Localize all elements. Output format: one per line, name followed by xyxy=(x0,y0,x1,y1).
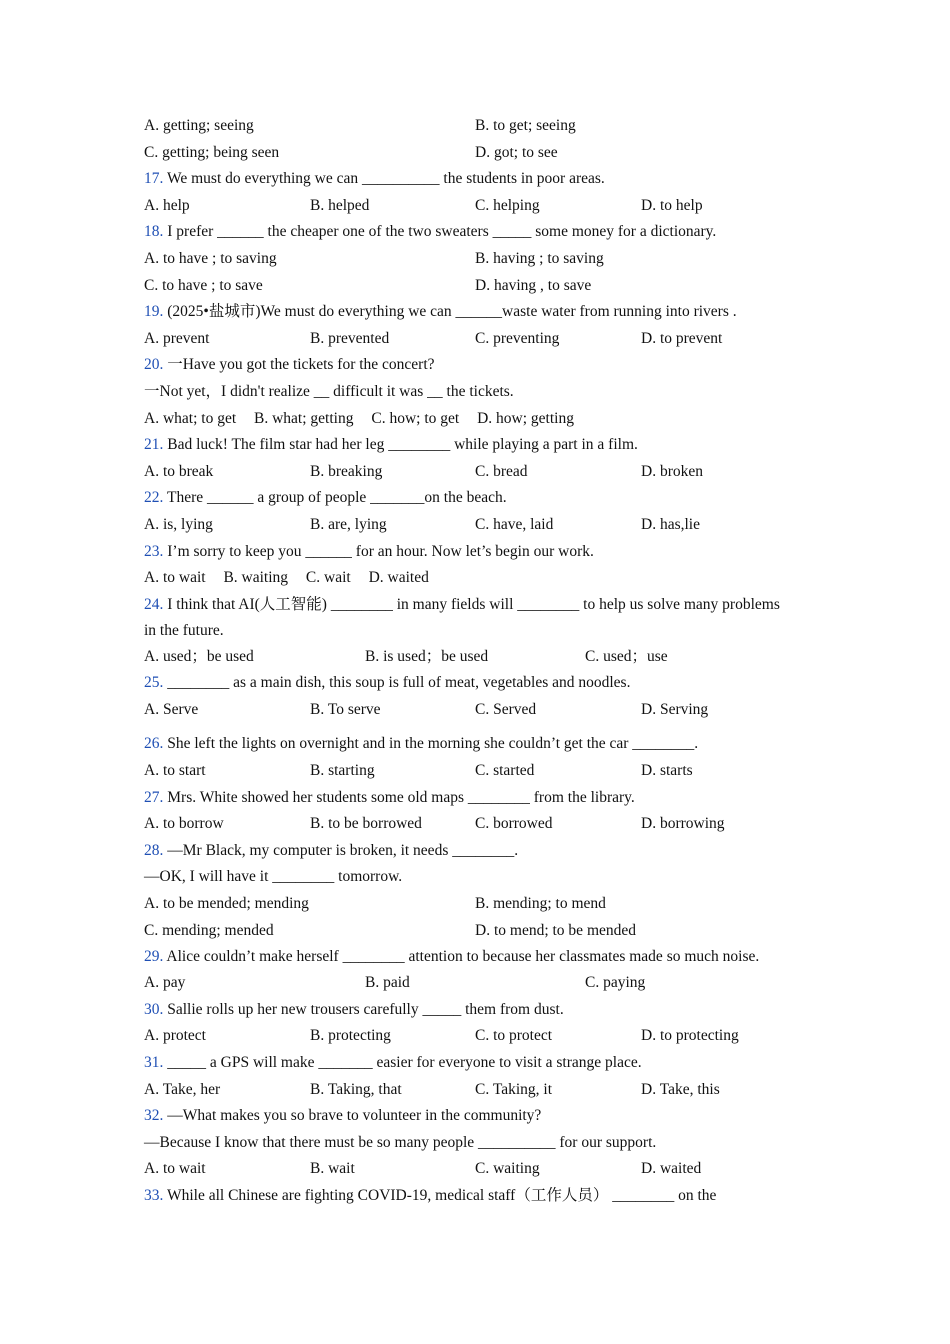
option-a: A. Serve xyxy=(144,700,199,718)
options-row xyxy=(144,891,794,918)
question-number: 30. xyxy=(144,1000,164,1018)
option-a: A. prevent xyxy=(144,329,210,347)
question-stem: 18. I prefer ______ the cheaper one of the two sweaters _____ some money for a dictionary. xyxy=(144,223,717,241)
option-b: B. is used；be used xyxy=(365,647,489,665)
question-number: 23. xyxy=(144,542,164,560)
option-b: B. helped xyxy=(310,196,370,214)
question-number: 32. xyxy=(144,1107,164,1125)
question-number: 28. xyxy=(144,841,164,859)
question-number: 18. xyxy=(144,223,164,241)
option-b: B. starting xyxy=(310,762,375,780)
option-a: A. used；be used xyxy=(144,647,254,665)
question-list xyxy=(144,113,794,1210)
option-d: D. Take, this xyxy=(641,1080,720,1098)
options-row xyxy=(144,918,794,945)
question-stem: 24. I think that AI(人工智能) ________ in many fields will ________ to help us solve many problems in the future. xyxy=(144,595,780,639)
option-c: C. how; to get xyxy=(371,409,460,427)
question-stem: 22. There ______ a group of people _______on the beach. xyxy=(144,489,507,507)
option-a: A. is, lying xyxy=(144,515,213,533)
option-d: D. got; to see xyxy=(475,143,558,161)
options-row xyxy=(144,326,794,353)
option-b: B. having ; to saving xyxy=(475,249,604,267)
option-d: D. to prevent xyxy=(641,329,723,347)
option-a: A. Take, her xyxy=(144,1080,221,1098)
question-stem: 32. —What makes you so brave to volunteer in the community? xyxy=(144,1107,542,1125)
option-d: D. waited xyxy=(641,1160,702,1178)
option-b: B. what; getting xyxy=(254,409,354,427)
options-row xyxy=(144,273,794,300)
question-stem: 20. 一Have you got the tickets for the concert? xyxy=(144,356,435,374)
options-row xyxy=(144,113,794,140)
option-c: C. bread xyxy=(475,462,528,480)
option-a: A. getting; seeing xyxy=(144,117,254,134)
option-d: D. waited xyxy=(368,569,429,587)
options-row xyxy=(144,1023,794,1050)
question-stem: 33. While all Chinese are fighting COVID-19, medical staff（工作人员） ________ on the xyxy=(144,1186,717,1204)
options-row-inline xyxy=(144,565,794,592)
option-a: A. what; to get xyxy=(144,409,237,427)
option-b: B. prevented xyxy=(310,329,390,347)
question-stem: 28. —Mr Black, my computer is broken, it needs ________. xyxy=(144,841,519,859)
option-d: D. how; getting xyxy=(477,409,574,427)
question-stem: 27. Mrs. White showed her students some old maps ________ from the library. xyxy=(144,788,635,806)
dialogue-line: 一Not yet，I didn't realize __ difficult it was __ the tickets. xyxy=(144,382,514,400)
option-c: C. Taking, it xyxy=(475,1080,553,1098)
option-c: C. getting; being seen xyxy=(144,143,280,161)
question-number: 20. xyxy=(144,356,164,374)
question-stem: 26. She left the lights on overnight and in the morning she couldn’t get the car ________. xyxy=(144,735,699,753)
option-c: C. borrowed xyxy=(475,815,553,833)
options-row xyxy=(144,697,794,724)
option-a: A. to break xyxy=(144,462,214,480)
options-row xyxy=(144,644,794,671)
option-c: C. used；use xyxy=(585,647,668,665)
dialogue-line: —Because I know that there must be so many people __________ for our support. xyxy=(144,1133,657,1151)
option-b: B. paid xyxy=(365,974,410,992)
question-number: 17. xyxy=(144,170,164,188)
option-b: B. mending; to mend xyxy=(475,895,606,913)
question-stem: 19. (2025•盐城市)We must do everything we can ______waste water from running into rivers . xyxy=(144,303,737,321)
question-number: 31. xyxy=(144,1054,164,1071)
option-a: A. to borrow xyxy=(144,815,224,833)
option-d: D. having , to save xyxy=(475,276,592,294)
option-b: B. Taking, that xyxy=(310,1080,402,1098)
question-stem: 21. Bad luck! The film star had her leg ________ while playing a part in a film. xyxy=(144,436,638,454)
option-c: C. Served xyxy=(475,700,537,718)
option-b: B. are, lying xyxy=(310,515,387,533)
options-row xyxy=(144,758,794,785)
option-c: C. to protect xyxy=(475,1027,553,1045)
option-d: D. to protecting xyxy=(641,1027,739,1045)
options-row xyxy=(144,1156,794,1183)
option-d: D. starts xyxy=(641,762,693,780)
options-row xyxy=(144,970,794,997)
option-c: C. helping xyxy=(475,196,540,214)
dialogue-line: —OK, I will have it ________ tomorrow. xyxy=(144,868,403,886)
question-stem: 31. _____ a GPS will make _______ easier for everyone to visit a strange place. xyxy=(144,1054,642,1071)
option-c: C. waiting xyxy=(475,1160,540,1178)
options-row xyxy=(144,1077,794,1104)
option-d: D. borrowing xyxy=(641,815,725,833)
option-b: B. to get; seeing xyxy=(475,117,576,134)
question-number: 21. xyxy=(144,436,164,454)
option-c: C. wait xyxy=(305,569,351,587)
options-row xyxy=(144,811,794,838)
question-number: 25. xyxy=(144,674,164,692)
option-c: C. preventing xyxy=(475,329,560,347)
option-d: D. to help xyxy=(641,196,703,214)
question-stem: 17. We must do everything we can __________ the students in poor areas. xyxy=(144,170,605,188)
options-row xyxy=(144,246,794,273)
options-row xyxy=(144,140,794,167)
option-b: B. breaking xyxy=(310,462,383,480)
question-stem: 23. I’m sorry to keep you ______ for an hour. Now let’s begin our work. xyxy=(144,542,594,560)
option-b: B. To serve xyxy=(310,700,381,718)
option-a: A. help xyxy=(144,196,190,214)
option-d: D. Serving xyxy=(641,700,709,718)
question-number: 24. xyxy=(144,595,164,613)
question-stem: 30. Sallie rolls up her new trousers carefully _____ them from dust. xyxy=(144,1000,564,1018)
option-a: A. pay xyxy=(144,974,186,992)
question-number: 33. xyxy=(144,1186,164,1204)
options-row-inline xyxy=(144,406,794,433)
option-a: A. to be mended; mending xyxy=(144,895,309,913)
option-a: A. to have ; to saving xyxy=(144,249,277,267)
option-b: B. to be borrowed xyxy=(310,815,422,833)
question-number: 19. xyxy=(144,303,164,321)
option-c: C. to have ; to save xyxy=(144,276,263,294)
option-d: D. broken xyxy=(641,462,703,480)
option-a: A. to wait xyxy=(144,569,206,587)
question-number: 29. xyxy=(144,948,164,966)
question-number: 22. xyxy=(144,489,164,507)
options-row xyxy=(144,459,794,486)
question-stem: 29. Alice couldn’t make herself ________ attention to because her classmates made so much noise. xyxy=(144,948,760,966)
question-number: 27. xyxy=(144,788,164,806)
question-stem: 25. ________ as a main dish, this soup is full of meat, vegetables and noodles. xyxy=(144,674,631,692)
option-c: C. paying xyxy=(585,974,646,992)
option-c: C. have, laid xyxy=(475,515,554,533)
option-b: B. protecting xyxy=(310,1027,391,1045)
option-d: D. has,lie xyxy=(641,515,700,533)
option-a: A. to wait xyxy=(144,1160,206,1178)
option-d: D. to mend; to be mended xyxy=(475,921,637,939)
option-b: B. waiting xyxy=(223,569,289,587)
option-b: B. wait xyxy=(310,1160,355,1178)
option-c: C. mending; mended xyxy=(144,921,274,939)
question-number: 26. xyxy=(144,735,164,753)
option-a: A. protect xyxy=(144,1027,206,1045)
options-row xyxy=(144,512,794,539)
option-c: C. started xyxy=(475,762,535,780)
option-a: A. to start xyxy=(144,762,206,780)
options-row xyxy=(144,193,794,220)
